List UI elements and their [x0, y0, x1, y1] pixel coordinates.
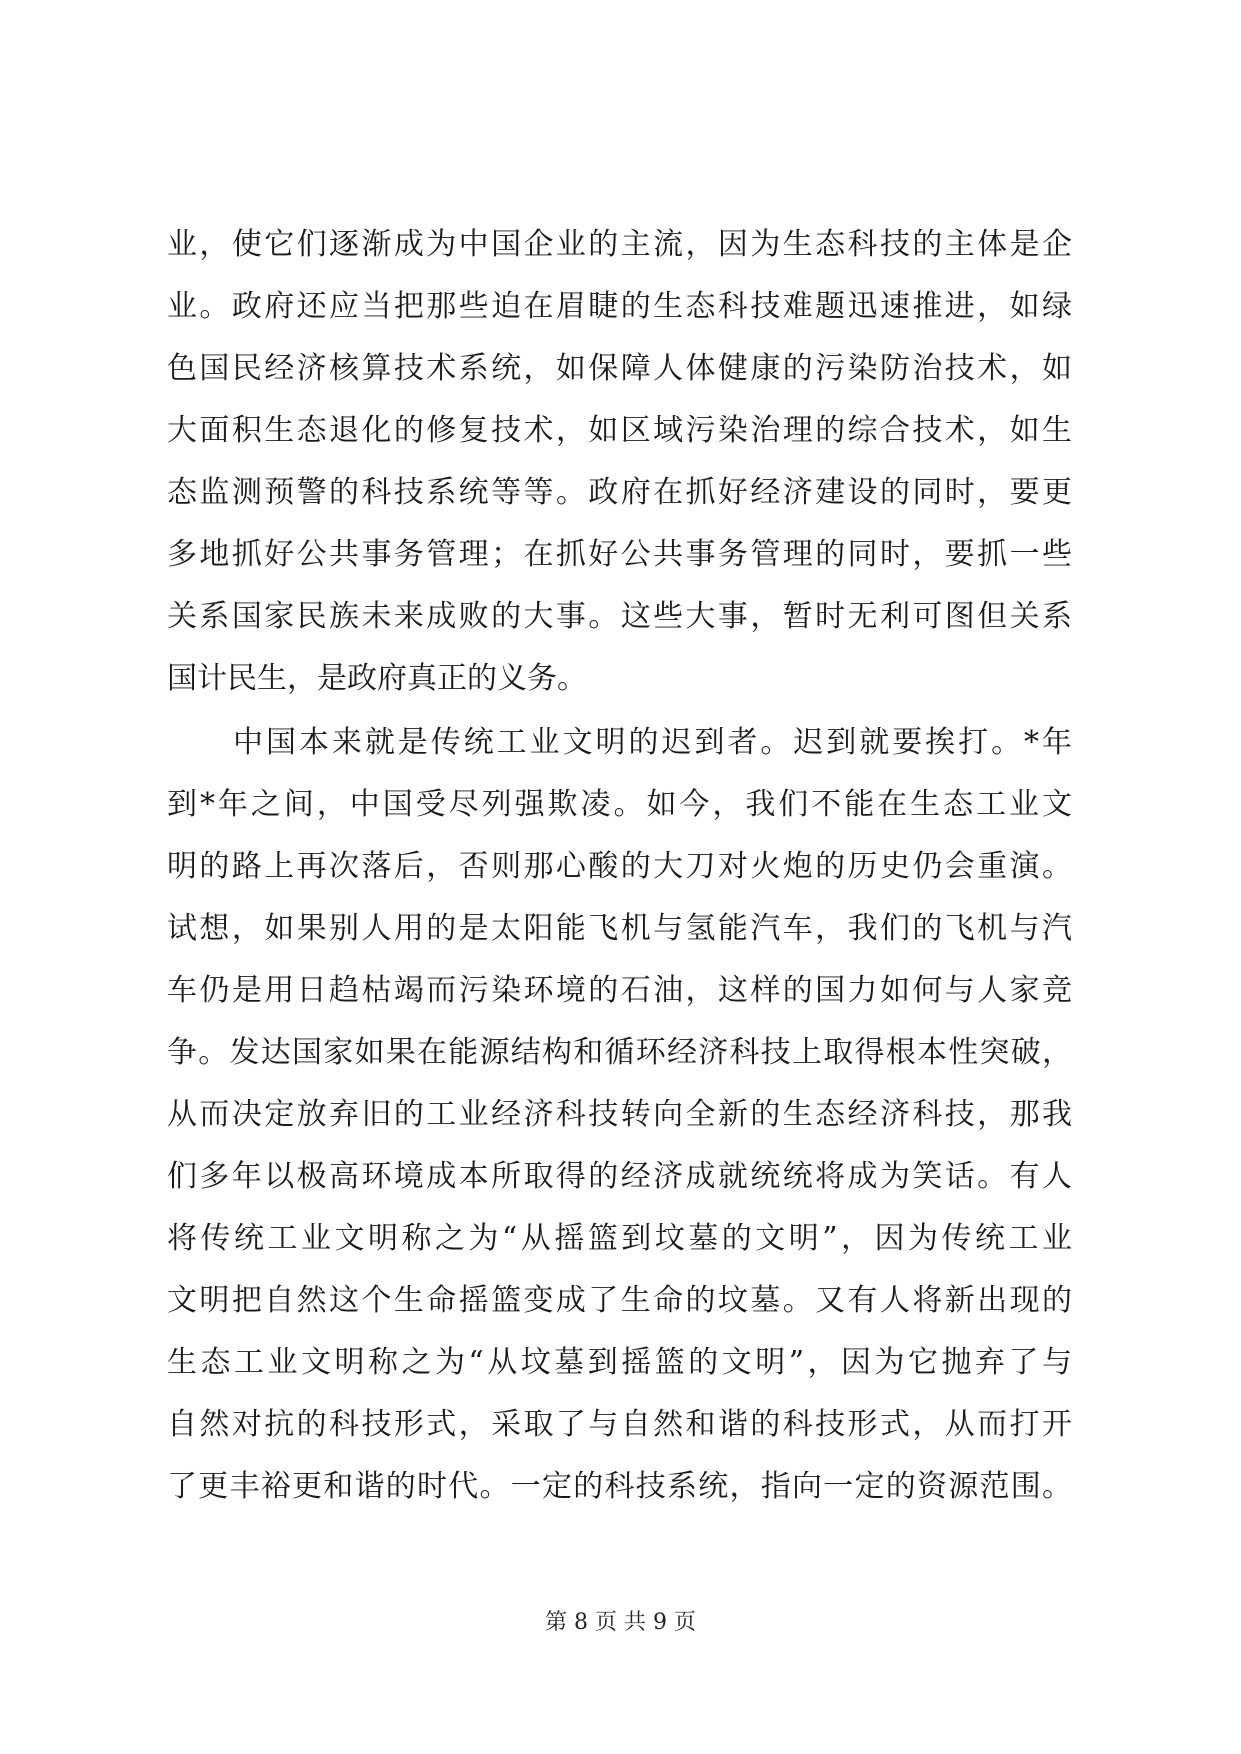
text-line: 业，使它们逐渐成为中国企业的主流，因为生态科技的主体是企 [167, 227, 1072, 262]
text-line: 态监测预警的科技系统等等。政府在抓好经济建设的同时，要更 [167, 475, 1072, 510]
text-line: 色国民经济核算技术系统，如保障人体健康的污染防治技术，如 [167, 351, 1072, 386]
text-line: 争。发达国家如果在能源结构和循环经济科技上取得根本性突破， [167, 1035, 1072, 1070]
text-line: 到*年之间，中国受尽列强欺凌。如今，我们不能在生态工业文 [167, 787, 1072, 822]
text-line: 多地抓好公共事务管理；在抓好公共事务管理的同时，要抓一些 [167, 537, 1072, 572]
text-line: 文明把自然这个生命摇篮变成了生命的坟墓。又有人将新出现的 [167, 1283, 1072, 1318]
text-line: 们多年以极高环境成本所取得的经济成就统统将成为笑话。有人 [167, 1159, 1072, 1194]
text-line: 将传统工业文明称之为“从摇篮到坟墓的文明”，因为传统工业 [167, 1221, 1072, 1256]
text-line: 车仍是用日趋枯竭而污染环境的石油，这样的国力如何与人家竞 [167, 973, 1072, 1008]
text-line: 大面积生态退化的修复技术，如区域污染治理的综合技术，如生 [167, 413, 1072, 448]
text-line: 关系国家民族未来成败的大事。这些大事，暂时无利可图但关系 [167, 599, 1072, 634]
text-line: 自然对抗的科技形式，采取了与自然和谐的科技形式，从而打开 [167, 1407, 1072, 1442]
text-line: 业。政府还应当把那些迫在眉睫的生态科技难题迅速推进，如绿 [167, 289, 1072, 324]
text-line: 了更丰裕更和谐的时代。一定的科技系统，指向一定的资源范围。 [167, 1469, 1072, 1504]
text-line: 生态工业文明称之为“从坟墓到摇篮的文明”，因为它抛弃了与 [167, 1345, 1072, 1380]
page-number-footer: 第 8 页 共 9 页 [545, 1610, 696, 1635]
text-line: 明的路上再次落后，否则那心酸的大刀对火炮的历史仍会重演。 [167, 849, 1072, 884]
text-line: 国计民生，是政府真正的义务。 [167, 661, 587, 696]
paragraph-first-line: 中国本来就是传统工业文明的迟到者。迟到就要挨打。*年 [233, 725, 1072, 760]
text-line: 从而决定放弃旧的工业经济科技转向全新的生态经济科技，那我 [167, 1097, 1072, 1132]
text-line: 试想，如果别人用的是太阳能飞机与氢能汽车，我们的飞机与汽 [167, 911, 1072, 946]
